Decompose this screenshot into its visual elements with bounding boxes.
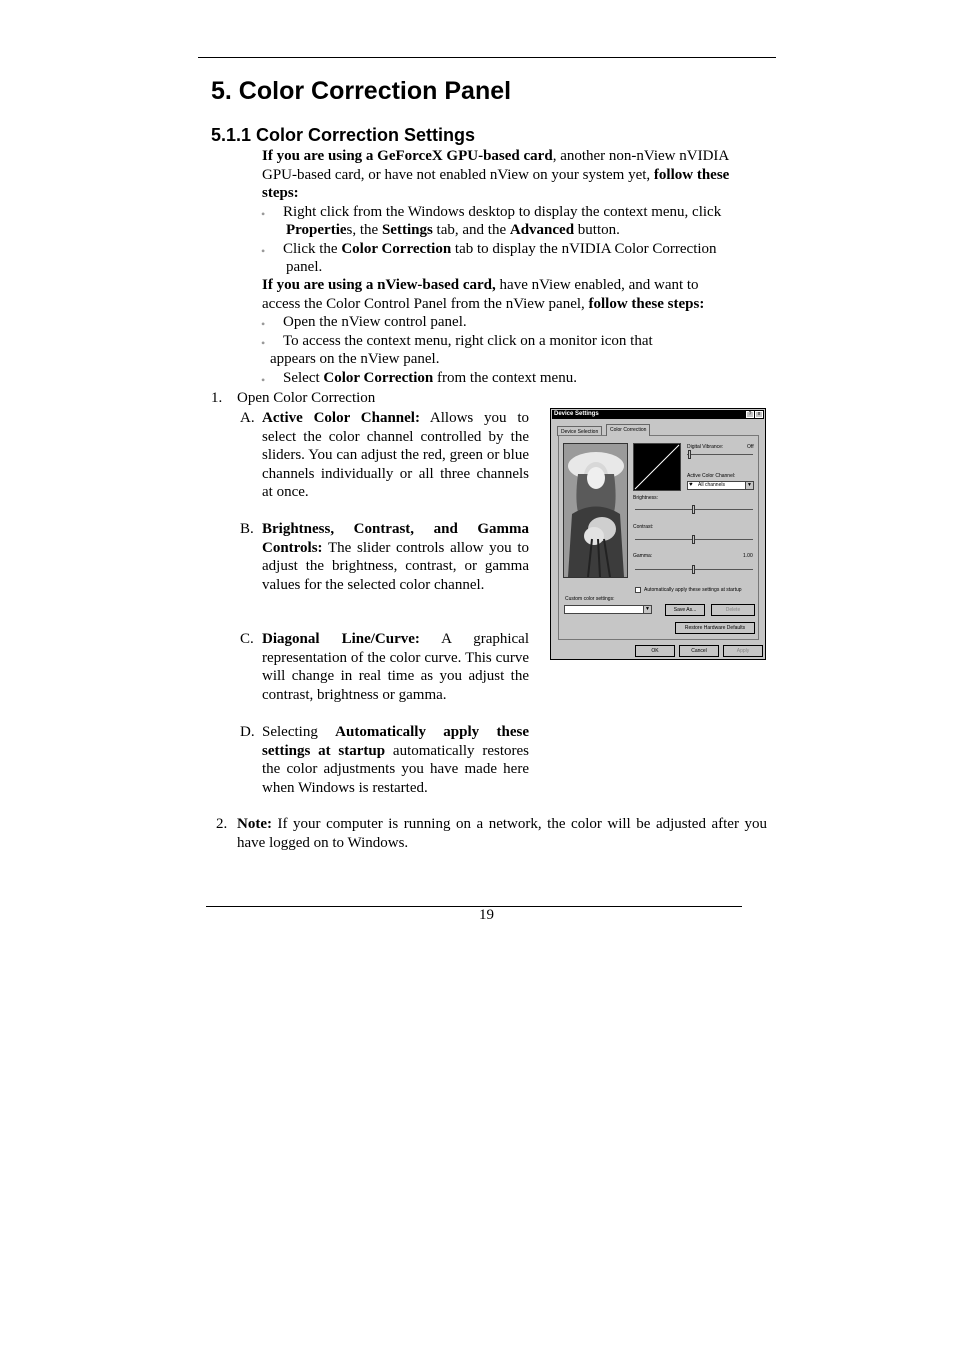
item-label: D. (240, 724, 255, 740)
item-label: A. (240, 410, 255, 426)
list-item: To access the context menu, right click on a monitor icon that (283, 333, 653, 349)
section-title: 5.1.1 Color Correction Settings (211, 125, 476, 145)
page-title: 5. Color Correction Panel (211, 77, 512, 105)
close-button[interactable]: x (755, 411, 763, 418)
active-channel-select[interactable]: ♥ All channels ▼ (687, 481, 754, 490)
dialog-titlebar (552, 410, 764, 419)
bullet-icon: • (261, 317, 266, 331)
tab-device-selection[interactable]: Device Selection (557, 426, 602, 436)
item-label: C. (240, 631, 254, 647)
item-diagonal-line-curve: Diagonal Line/Curve: A graphical representation of the color curve. This curve will change in real time as you adjust the contrast, brightness or gamma. (262, 631, 530, 703)
list-item: Click the Color Correction tab to display the nVIDIA Color Correction (283, 241, 717, 257)
preview-photo (563, 443, 628, 578)
footer-rule (206, 906, 742, 907)
delete-button[interactable]: Delete (711, 604, 755, 616)
girl-photo-image (564, 444, 627, 577)
digital-vibrance-slider[interactable] (688, 450, 691, 459)
bullet-icon: • (261, 373, 266, 387)
list-item-continuation: Properties, the Settings tab, and the Advanced button. (286, 222, 620, 238)
bullet-icon: • (261, 336, 266, 350)
diagonal-line-curve (634, 444, 680, 490)
device-settings-dialog (550, 408, 766, 660)
page-number: 19 (479, 907, 494, 923)
brightness-slider[interactable] (692, 505, 695, 514)
digital-vibrance-slider-track (687, 454, 753, 455)
contrast-label: Contrast: (633, 524, 654, 530)
bullet-icon: • (261, 244, 266, 258)
item-active-color-channel: Active Color Channel: Allows you to select the color channel controlled by the sliders. You can adjust the red, green or blue channels individually or all three channels at once. (262, 410, 529, 500)
list-item: Open the nView control panel. (283, 314, 467, 330)
intro-paragraph-1: If you are using a GeForceX GPU-based card, another non-nView nVIDIA GPU-based card, or have not enabled nView on your system yet, follow these steps: (262, 148, 730, 201)
list-item: Select Color Correction from the context menu. (283, 370, 577, 386)
list-item-continuation: panel. (286, 259, 323, 275)
dialog-title: Device Settings (554, 411, 599, 417)
step-number: 2. (216, 816, 228, 832)
contrast-slider[interactable] (692, 535, 695, 544)
gamma-value: 1.00 (743, 553, 753, 559)
gamma-slider[interactable] (692, 565, 695, 574)
cancel-button[interactable]: Cancel (679, 645, 719, 657)
list-item-continuation: appears on the nView panel. (270, 351, 440, 367)
brightness-label: Brightness: (633, 495, 659, 501)
chevron-down-icon: ▼ (643, 606, 651, 613)
bullet-icon: • (261, 207, 266, 221)
save-as-button[interactable]: Save As... (665, 604, 705, 616)
step-number: 1. (211, 390, 223, 406)
tab-color-correction[interactable]: Color Correction (606, 424, 650, 436)
ok-button[interactable]: OK (635, 645, 675, 657)
gamma-label: Gamma: (633, 553, 653, 559)
intro-paragraph-2: If you are using a nView-based card, have nView enabled, and want to access the Color Control Panel from the nView panel, follow these steps: (262, 277, 705, 312)
auto-apply-checkbox[interactable] (635, 587, 641, 593)
digital-vibrance-value: Off (747, 444, 754, 450)
apply-button[interactable]: Apply (723, 645, 763, 657)
item-auto-apply: Selecting Automatically apply these settings at startup automatically restores the color adjustments you have made here when Windows is restarted. (262, 724, 529, 796)
active-channel-label: Active Color Channel: (687, 473, 736, 479)
restore-defaults-button[interactable]: Restore Hardware Defaults (675, 622, 755, 634)
header-rule (198, 57, 776, 58)
custom-settings-label: Custom color settings: (565, 596, 615, 602)
color-curve-graph (633, 443, 681, 491)
digital-vibrance-label: Digital Vibrance: (687, 444, 724, 450)
item-label: B. (240, 521, 254, 537)
note-paragraph: Note: If your computer is running on a network, the color will be adjusted after you have logged on to Windows. (237, 816, 767, 851)
step-text: Open Color Correction (237, 390, 376, 406)
custom-settings-select[interactable] (564, 605, 652, 614)
list-item: Right click from the Windows desktop to display the context menu, click (283, 204, 722, 220)
chevron-down-icon: ▼ (745, 482, 753, 489)
auto-apply-label: Automatically apply these settings at startup (644, 587, 742, 593)
item-brightness-contrast-gamma: Brightness, Contrast, and Gamma Controls: The slider controls allow you to adjust the brightness, contrast, or gamma values for the selected color channel. (262, 521, 529, 593)
color-channel-icon: ♥ (689, 482, 693, 488)
help-button[interactable]: ? (746, 411, 754, 418)
